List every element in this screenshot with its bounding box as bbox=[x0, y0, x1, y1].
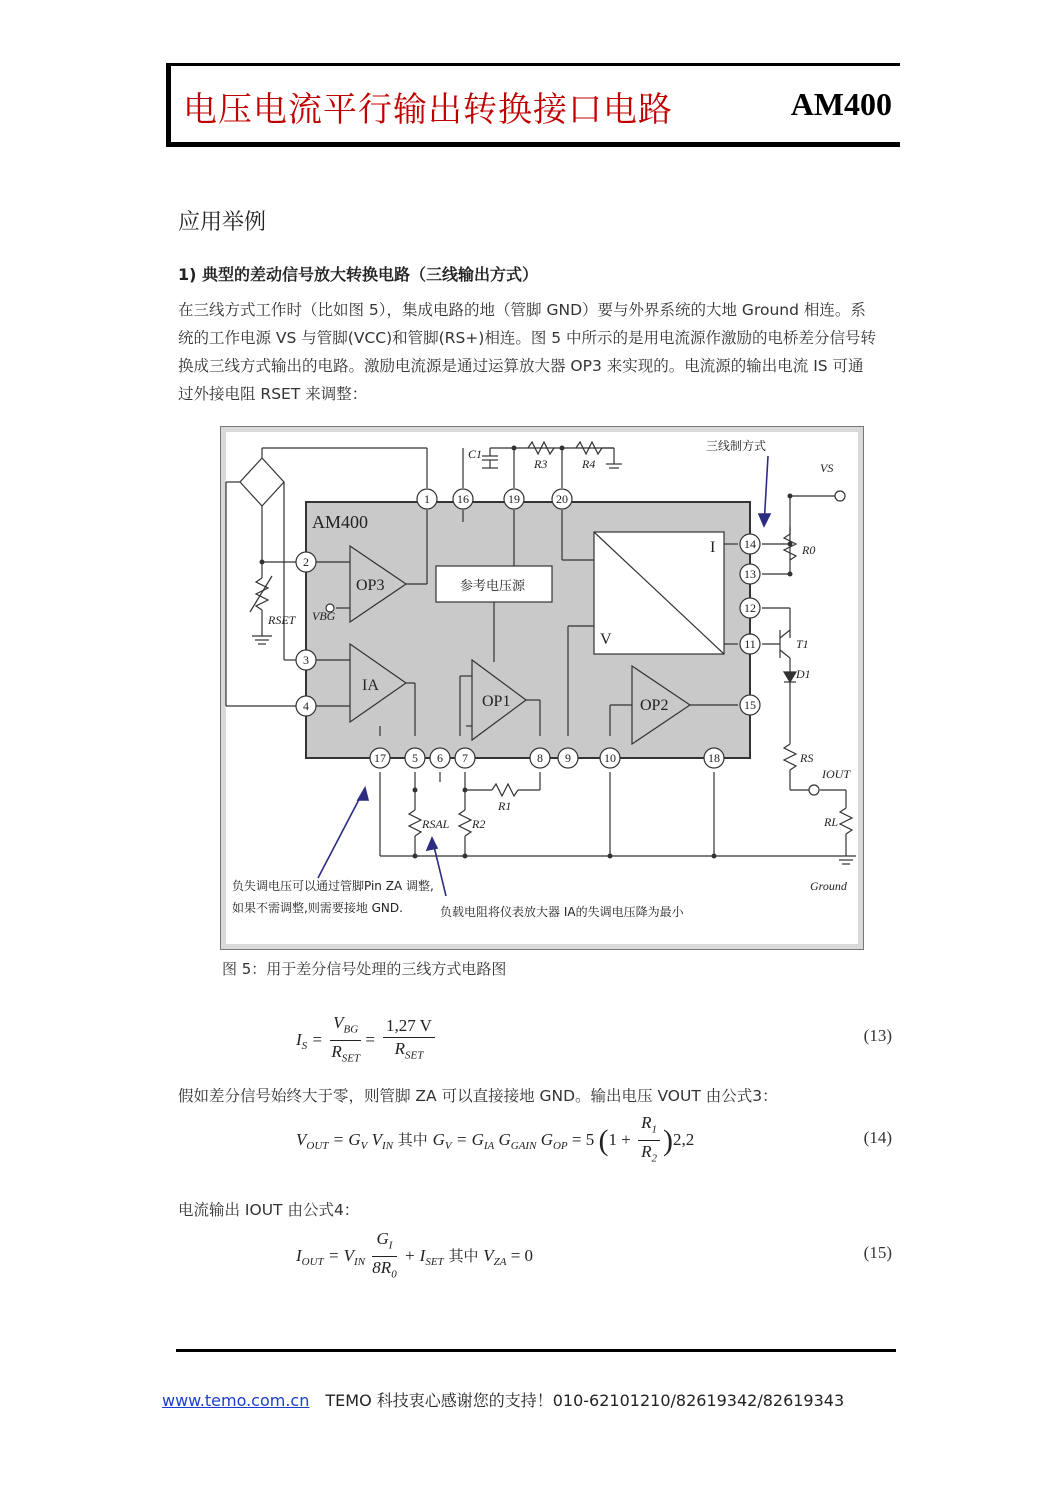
equation-14: $V_{OUT} = G_V$ $V_{IN}$ 其中 $G_V = G_{IA}$ $G_{GAIN}$ $G_{OP} = 5$ (1 + $\frac{R_1}{R_2}$ )2,2 bbox=[296, 1113, 695, 1165]
pin-label: 5 bbox=[412, 751, 418, 765]
pin-label: 2 bbox=[303, 555, 309, 569]
equation-13: $I_S$ = $\frac{V_{BG}}{R_{SET}}$ = $\frac{1,27 V}{R_{SET}}$ bbox=[296, 1012, 438, 1070]
component-label: C1 bbox=[468, 447, 483, 461]
component-label: R3 bbox=[534, 457, 548, 471]
product-code: AM400 bbox=[790, 86, 892, 122]
pin-label: 10 bbox=[604, 751, 616, 765]
vi-block-label: V bbox=[600, 631, 612, 648]
opamp-label: OP2 bbox=[640, 697, 669, 714]
component-label: RSAL bbox=[422, 817, 450, 831]
pin-label: 19 bbox=[508, 492, 520, 506]
paragraph-line: 统的工作电源 VS 与管脚(VCC)和管脚(RS+)相连。图 5 中所示的是用电流源作激励的电桥差分信号转 bbox=[178, 329, 877, 347]
paragraph-line: 换成三线方式输出的电路。激励电流源是通过运算放大器 OP3 来实现的。电流源的输出电流 IS 可通 bbox=[178, 357, 864, 375]
component-label: R2 bbox=[472, 817, 486, 831]
pin-label: 8 bbox=[537, 751, 543, 765]
pin-label: 18 bbox=[708, 751, 720, 765]
opamp-label: OP1 bbox=[482, 693, 511, 710]
component-label: IOUT bbox=[822, 767, 851, 781]
pin-label: 3 bbox=[303, 653, 309, 667]
equation-15: $I_{OUT} = V_{IN}$ $\frac{G_I}{8R_0}$ + $I_{SET}$ 其中 $V_{ZA} = 0$ bbox=[296, 1229, 534, 1281]
component-label: T1 bbox=[796, 637, 809, 651]
footer-divider bbox=[176, 1349, 896, 1352]
footer-text: TEMO 科技衷心感谢您的支持！010-62101210/82619342/82619343 bbox=[325, 1391, 845, 1410]
pin-label: 16 bbox=[457, 492, 469, 506]
component-label: RSET bbox=[268, 613, 296, 627]
component-label: R4 bbox=[582, 457, 596, 471]
circuit-diagram bbox=[220, 426, 864, 950]
equation-number: (14) bbox=[863, 1128, 892, 1147]
component-label: VBG bbox=[312, 609, 336, 623]
opamp-label: OP3 bbox=[356, 577, 385, 594]
component-label: R1 bbox=[498, 799, 512, 813]
equation-number: (13) bbox=[863, 1026, 892, 1045]
subsection-title: 1) 典型的差动信号放大转换电路（三线输出方式） bbox=[178, 265, 539, 284]
pin-label: 6 bbox=[437, 751, 443, 765]
component-label: RL bbox=[824, 815, 839, 829]
three-wire-label: 三线制方式 bbox=[706, 439, 767, 453]
text-before-eq15: 电流输出 IOUT 由公式4： bbox=[178, 1201, 360, 1219]
chip-label: AM400 bbox=[312, 512, 369, 532]
pin-label: 11 bbox=[744, 637, 756, 651]
component-label: R0 bbox=[802, 543, 816, 557]
pin-label: 12 bbox=[744, 601, 756, 615]
website-link[interactable]: www.temo.com.cn bbox=[162, 1391, 310, 1410]
reference-label: 参考电压源 bbox=[460, 579, 526, 594]
annotation-right: 负载电阻将仪表放大器 IA的失调电压降为最小 bbox=[440, 905, 684, 919]
page-header bbox=[166, 63, 900, 147]
pin-label: 17 bbox=[374, 751, 386, 765]
paragraph-line: 在三线方式工作时（比如图 5），集成电路的地（管脚 GND）要与外界系统的大地 Ground 相连。系 bbox=[178, 301, 866, 319]
pin-label: 15 bbox=[744, 698, 756, 712]
annotation-left: 如果不需调整,则需要接地 GND. bbox=[232, 901, 403, 915]
pin-label: 1 bbox=[424, 492, 430, 506]
intro-paragraph bbox=[178, 296, 890, 408]
component-label: VS bbox=[820, 461, 834, 475]
pin-label: 14 bbox=[744, 537, 756, 551]
text-before-eq14: 假如差分信号始终大于零，则管脚 ZA 可以直接接地 GND。输出电压 VOUT 由公式3： bbox=[178, 1087, 778, 1105]
vi-block-label: I bbox=[710, 539, 716, 556]
pin-label: 9 bbox=[565, 751, 571, 765]
component-label: Ground bbox=[810, 879, 847, 893]
pin-label: 13 bbox=[744, 567, 756, 581]
paragraph-line: 过外接电阻 RSET 来调整： bbox=[178, 385, 368, 403]
annotation-left: 负失调电压可以通过管脚Pin ZA 调整, bbox=[232, 879, 434, 893]
opamp-label: IA bbox=[362, 677, 379, 694]
component-label: RS bbox=[800, 751, 814, 765]
pin-label: 4 bbox=[303, 699, 309, 713]
section-title: 应用举例 bbox=[178, 210, 267, 235]
component-label: D1 bbox=[796, 667, 811, 681]
document-title: 电压电流平行输出转换接口电路 bbox=[183, 90, 673, 130]
page-footer bbox=[162, 1388, 844, 1411]
figure-caption: 图 5：用于差分信号处理的三线方式电路图 bbox=[222, 960, 507, 978]
equation-number: (15) bbox=[863, 1243, 892, 1262]
pin-label: 20 bbox=[556, 492, 568, 506]
pin-label: 7 bbox=[462, 751, 468, 765]
